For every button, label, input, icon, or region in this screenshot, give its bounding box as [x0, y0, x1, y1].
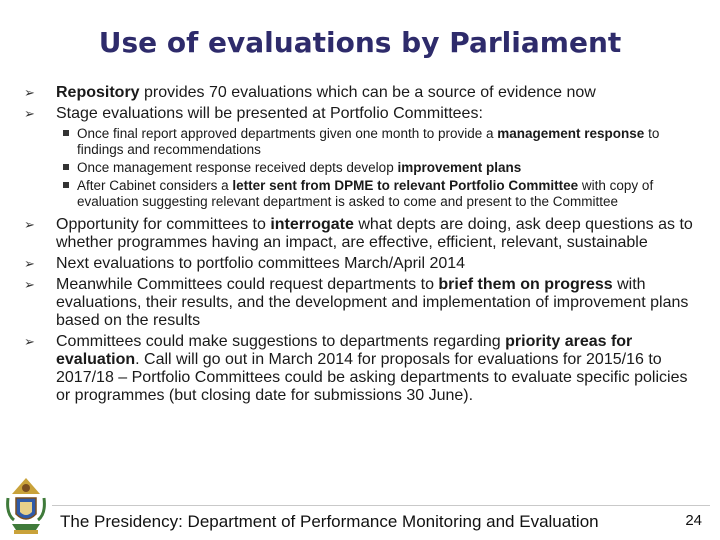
slide-title: Use of evaluations by Parliament	[98, 26, 622, 59]
bullet-item	[24, 84, 701, 102]
text-run: Next evaluations to portfolio committees March/April 2014	[56, 255, 466, 272]
bold-text: Repository	[56, 84, 140, 101]
coat-of-arms-icon	[4, 474, 48, 536]
bold-text: interrogate	[270, 216, 354, 233]
page-number: 24	[685, 512, 702, 529]
text-run: what depts are doing, ask deep questions as to whether programmes having an impact, are effective, efficient, relevant, sustainable	[56, 216, 693, 251]
footer-text: The Presidency: Department of Performance Monitoring and Evaluation	[60, 512, 599, 531]
text-run: Committees could make suggestions to departments regarding	[56, 333, 506, 350]
text-run: . Call will go out in March 2014 for proposals for evaluations for 2015/16 to 2017/18 – Portfolio Committees could be asking departments to evaluate specific policies or programmes (but closing date for submissions 30 June).	[56, 351, 688, 404]
bold-text: management response	[497, 126, 645, 141]
bullet-item	[24, 255, 701, 273]
text-run: Once final report approved departments given one month to provide a	[77, 126, 498, 141]
sub-bullet-list	[0, 126, 720, 210]
bold-text: improvement plans	[397, 160, 522, 175]
bullet-item	[24, 276, 701, 330]
text-run: provides 70 evaluations which can be a source of evidence now	[139, 84, 596, 101]
bullet-item	[24, 216, 701, 252]
arrowhead-icon: ➢	[24, 85, 35, 100]
text-run: After Cabinet considers a	[77, 178, 233, 193]
text-run: Stage evaluations will be presented at Portfolio Committees:	[56, 105, 483, 122]
text-run: Opportunity for committees to	[56, 216, 271, 233]
bullet-item	[24, 105, 701, 123]
square-bullet-icon	[63, 182, 69, 188]
bold-text: priority areas for evaluation	[56, 333, 633, 368]
text-run: with evaluations, their results, and the development and implementation of improvement plans based on the results	[56, 276, 689, 329]
text-run: Once management response received depts develop	[77, 160, 398, 175]
sub-bullet-item	[77, 178, 707, 210]
bold-text: brief them on progress	[438, 276, 613, 293]
bullet-item	[24, 333, 701, 405]
bullet-list	[0, 84, 720, 408]
arrowhead-icon: ➢	[24, 256, 35, 271]
arrowhead-icon: ➢	[24, 334, 35, 349]
arrowhead-icon: ➢	[24, 217, 35, 232]
arrowhead-icon: ➢	[24, 277, 35, 292]
text-run: Meanwhile Committees could request departments to	[56, 276, 439, 293]
sub-bullet-item	[77, 160, 707, 176]
arrowhead-icon: ➢	[24, 106, 35, 121]
square-bullet-icon	[63, 130, 69, 136]
text-run: to findings and recommendations	[77, 126, 660, 157]
text-run: with copy of evaluation suggesting relevant department is asked to come and present to the Committee	[77, 178, 654, 209]
footer-divider	[52, 505, 710, 506]
bold-text: letter sent from DPME to relevant Portfolio Committee	[232, 178, 579, 193]
sub-bullet-item	[77, 126, 707, 158]
square-bullet-icon	[63, 164, 69, 170]
